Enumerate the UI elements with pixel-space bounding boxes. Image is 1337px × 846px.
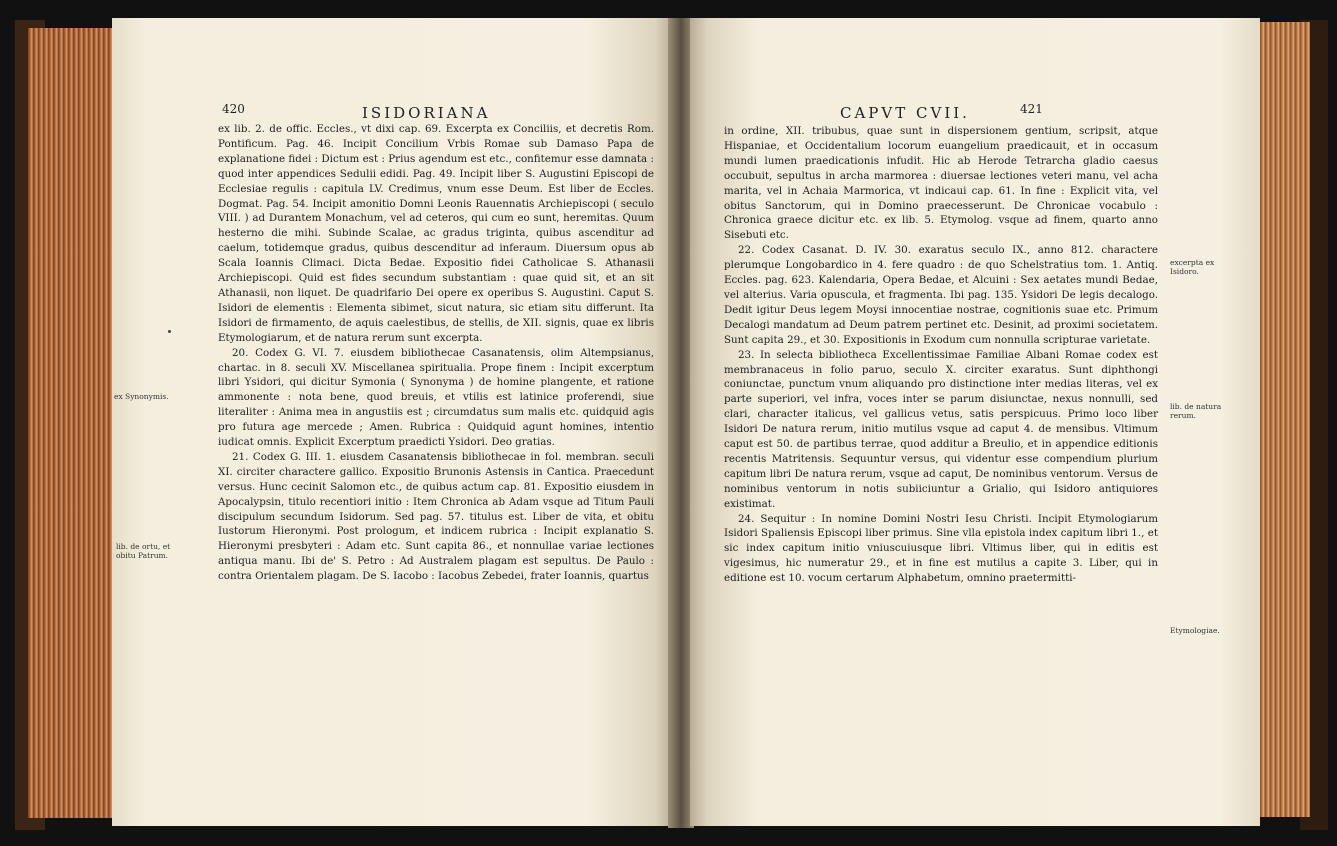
left-body-text [218,122,654,584]
margin-note-excerpta: excerpta ex Isidoro. [1170,258,1215,276]
right-paragraph-3: 23. In selecta bibliotheca Excellentissimae Familiae Albani Romae codex est membranaceus in folio paruo, seculo X. circiter exaratus. Sunt diphthongi coniunctae, punctum vnum aliquando pro distinctione inter medias literas, vel ex parte superiori, vel infra, voces inter se parum disiunctae, nexus nonnulli, sed clari, character italicus, vel gallicus vetus, satis perspicuus. Primo loco liber Isidori De natura rerum, initio mutilus vsque ad caput 4. de mensibus. Vltimum caput est 50. de partibus terrae, quod additur a Breulio, et in appendice editionis recentis Matritensis. Sequuntur versus, qui videntur esse compendium plurium capitum libri De natura rerum, vsque ad caput, De nominibus ventorum. Versus de nominibus ventorum in notis subiiciuntur a Grialio, qui Isidoro antiquiores existimat. [724,348,1158,510]
margin-note-etymologiae: Etymologiae. [1170,626,1220,635]
left-paragraph-2: 20. Codex G. VI. 7. eiusdem bibliothecae Casanatensis, olim Altempsianus, chartac. in 8. seculi XV. Miscellanea spiritualia. Prope finem : Incipit excerptum libri Ysidori, qui dicitur Symonia ( Synonyma ) de homine plangente, et ratione ammonente : nota bene, quod breuis, et vtilis est latinice proferendi, siue literaliter : Anima mea in angustiis est ; circumdatus sum malis etc. quidquid agis pro futura age mercede ; Amen. Rubrica : Quidquid agunt homines, intentio iudicat omnis. Explicit Excerptum praedicti Ysidori. Deo gratias. [218,346,654,449]
left-running-head: ISIDORIANA [362,104,491,122]
margin-note-synonymis: ex Synonymis. [114,392,169,401]
page-edges-right [1255,22,1310,817]
left-page [112,18,672,826]
right-page-number: 421 [1020,102,1043,116]
ink-dot [168,330,171,333]
right-paragraph-2: 22. Codex Casanat. D. IV. 30. exaratus seculo IX., anno 812. charactere plerumque Longobardico in 4. fere quadro : de quo Schelstratius tom. 1. Antiq. Eccles. pag. 623. Kalendaria, Opera Bedae, et Alcuini : Sex aetates mundi Bedae, vel alterius. Varia opuscula, et fragmenta. Ibi pag. 135. Ysidori De legis decalogo. Dedit igitur Deus legem Moysi innocentiae nostrae, cognitionis suae etc. Primum Decalogi mandatum ad Deum patrem pertinet etc. Desinit, ad proximi societatem. Sunt capita 29., et 30. Expositionis in Exodum cum nonnulla scripturae varietate. [724,244,1158,346]
right-paragraph-4: 24. Sequitur : In nomine Domini Nostri Iesu Christi. Incipit Etymologiarum Isidori Spaliensis Episcopi liber primus. Sine vlla epistola index capitum libri 1., et sic index capitum initio vniuscuiusque libri. Vltimus liber, qui in editis est vigesimus, hic numeratur 29., et in fine est mutilus a capite 3. Liber, qui in editione est 10. vocum certarum Alphabetum, omnino praetermitti- [724,512,1158,585]
left-paragraph-1: ex lib. 2. de offic. Eccles., vt dixi cap. 69. Excerpta ex Conciliis, et decretis Rom. Pontificum. Pag. 46. Incipit Concilium Vrbis Romae sub Damaso Papa de explanatione fidei : Dictum est : Prius agendum est etc., confitemur esse damnata : quod inter appendices Sedulii edidi. Pag. 49. Incipit liber S. Augustini Episcopi de Ecclesiae regulis : capitula LV. Credimus, vnum esse Deum. Est liber de Eccles. Dogmat. Pag. 54. Incipit amonitio Domni Leonis Rauennatis Archiepiscopi ( seculo VIII. ) ad Durantem Monachum, vel ad ceteros, qui cum eo sunt, heremitas. Quum hesterno die mihi. Subinde Scalae, ac gradus triginta, quibus ascenditur ad caelum, totidemque gradus, quibus descenditur ad inferaum. Diuersum opus ab Scala Ioannis Climaci. Dicta Bedae. Expositio fidei Catholicae S. Athanasii Archiepiscopi. Quid est fides secundum substantiam : quae quid sit, et an sit Athanasii, non liquet. De quadrifario Dei opere ex operibus S. Augustini. Caput S. Isidori de elementis : Elementa sibimet, sicut natura, sic etiam situ differunt. Ita Isidori de firmamento, de aquis caelestibus, de stellis, de XII. signis, quae ex libris Etymologiarum, et de natura rerum sunt excerpta. [218,123,654,344]
right-body-text [724,124,1158,586]
right-paragraph-1: in ordine, XII. tribubus, quae sunt in dispersionem gentium, scripsit, atque Hispaniae, et Occidentalium locorum euangelium praedicauit, et in occasum mundi lumen praedicationis infudit. Hic ab Herode Tetrarcha gladio caesus occubuit, sepultus in archa marmorea : diuersae lectiones veteri manu, vel acha marita, vel in Achaia Marmorica, vt indicaui cap. 61. In fine : Explicit vita, vel obitus Sanctorum, qui in Domino praecesserunt. De Chronicae vocabulo : Chronica graece dicitur etc. ex lib. 5. Etymolog. vsque ad finem, quarto anno Sisebuti etc. [724,125,1158,242]
margin-note-de-ortu: lib. de ortu, et obitu Patrum. [116,542,171,560]
left-paragraph-3: 21. Codex G. III. 1. eiusdem Casanatensis bibliothecae in fol. membran. seculi XI. circiter charactere gallico. Expositio Brunonis Astensis in Cantica. Praecedunt versus. Hunc cecinit Salomon etc., de quibus actum cap. 81. Expositio eiusdem in Apocalypsin, titulo recentiori initio : Item Chronica ab Adam vsque ad Titum Pauli discipulum secundum Isidorum. Sed pag. 57. titulus est. Liber de vita, et obitu Iustorum Hieronymi. Post prologum, et indicem rubrica : Incipit explanatio S. Hieronymi presbyteri : Adam etc. Sunt capita 86., et nonnullae variae lectiones antiqua manu. Ibi de' S. Petro : Ad Australem plagam est sepultus. De Paulo : contra Orientalem plagam. De S. Iacobo : Iacobus Zebedei, frater Ioannis, quartus [218,450,654,583]
page-edges-left [28,28,118,818]
right-running-head: CAPVT CVII. [840,104,970,122]
margin-note-de-natura: lib. de natura rerum. [1170,402,1222,420]
left-page-number: 420 [222,102,245,116]
right-page [690,18,1260,826]
